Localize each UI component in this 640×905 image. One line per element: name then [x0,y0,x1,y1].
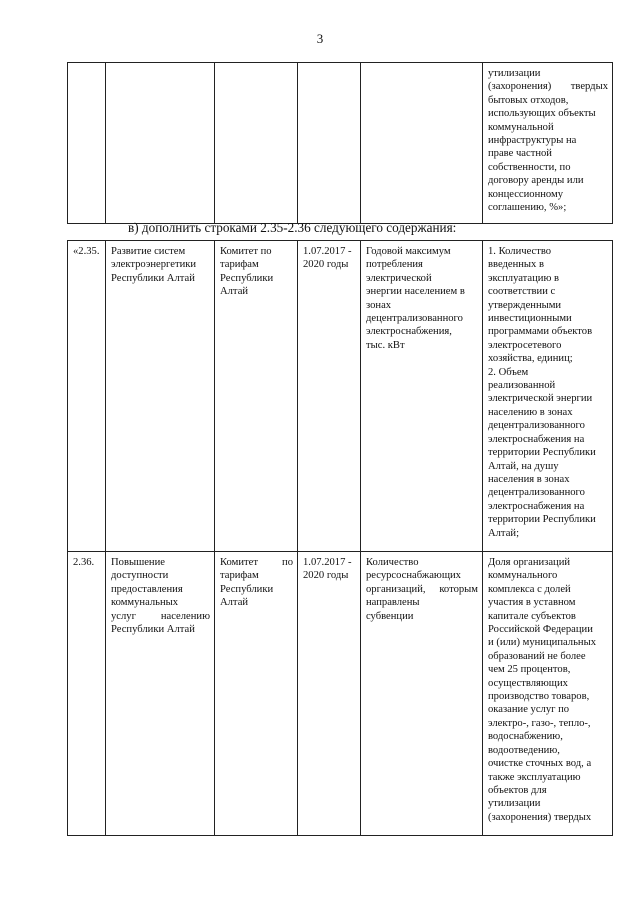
result-line: соответствии с [488,286,556,298]
result-line: 1. Количество [488,246,552,257]
result-line: децентрализованного [488,420,585,432]
cell-num: «2.35. [68,241,106,552]
indicator-line: электрической [366,272,432,284]
cell-indicator [361,552,483,836]
result-line: инвестиционными [488,313,572,325]
result-line: территории Республики [488,514,596,526]
insertion-text: в) дополнить строками 2.35-2.36 следующего содержания: [128,220,457,235]
result-line: участия в уставном [488,597,576,609]
result-line: введенных в [488,259,544,271]
name-line: доступности [111,570,169,582]
result-line: и (или) муниципальных [488,637,596,649]
result-line: утвержденными [488,299,562,311]
executor-line: Комитет по [220,246,272,257]
result-line: электроснабжения на [488,433,585,445]
cell-period [298,63,361,224]
result-line: электро-, газо-, тепло-, [488,717,591,729]
name-line: услуг населению [111,610,210,622]
page-number: 3 [316,31,324,46]
result-line: также эксплуатацию [488,771,581,783]
cell-indicator [361,63,483,224]
indicator-line: Количество [366,557,419,568]
indicator-line: тыс. кВт [366,339,405,351]
indicator-line: направлены [366,597,420,609]
indicator-line: организаций, которым [366,583,478,595]
period-line: 1.07.2017 - [303,557,352,568]
indicator-line: зонах [366,299,392,311]
result-line: использующих объекты [488,108,596,120]
name-line: предоставления [111,583,183,595]
period-line: 2020 годы [303,259,349,271]
result-line: электросетевого [488,339,562,351]
result-line: объектов для [488,784,547,796]
result-line: осуществляющих [488,677,568,689]
result-line: договору аренды или [488,175,584,187]
result-line: Алтай; [488,527,520,539]
name-line: электроэнергетики [111,259,197,271]
result-line: комплекса с долей [488,583,571,595]
name-line: Развитие систем [111,246,186,257]
result-line: производство товаров, [488,691,590,703]
period-line: 2020 годы [303,570,349,582]
cell-name [106,552,215,836]
cell-indicator [361,241,483,552]
executor-line: Республики [220,272,274,284]
result-line: программами объектов [488,326,593,338]
result-line: (захоронения) твердых [488,81,608,93]
result-line: утилизации [488,798,541,810]
result-line: Алтай, на душу [488,460,559,472]
indicator-line: потребления [366,259,423,271]
result-line: инфраструктуры на [488,135,577,147]
result-line: населению в зонах [488,406,573,418]
cell-period [298,552,361,836]
result-line: бытовых отходов, [488,94,569,106]
main-table [67,240,613,836]
indicator-line: децентрализованного [366,313,463,325]
result-line: Российской Федерации [488,624,593,636]
result-line: праве частной [488,148,552,160]
result-line: собственности, по [488,161,571,173]
result-line: соглашению, %»; [488,202,567,214]
result-line: очистке сточных вод, а [488,758,592,770]
result-line: водоснабжению, [488,731,563,743]
executor-line: Комитет по [220,557,293,568]
result-line: коммунального [488,570,558,582]
indicator-line: электроснабжения, [366,326,452,338]
result-line: Доля организаций [488,557,571,568]
cell-name [106,241,215,552]
result-line: электроснабжения на [488,500,585,512]
result-line: чем 25 процентов, [488,664,571,676]
executor-line: Алтай [220,286,249,298]
result-line: реализованной [488,380,556,392]
result-line: (захоронения) твердых [488,811,592,823]
executor-line: тарифам [220,259,259,271]
result-line: хозяйства, единиц; [488,353,573,365]
executor-line: Алтай [220,597,249,609]
name-line: Республики Алтай [111,624,195,636]
executor-line: тарифам [220,570,259,582]
cell-executor [215,241,298,552]
result-line: коммунальной [488,121,554,133]
continued-table [67,62,613,224]
result-line: оказание услуг по [488,704,570,716]
cell-num: 2.36. [68,552,106,836]
cell-result [483,63,613,224]
result-line: утилизации [488,68,541,79]
cell-num [68,63,106,224]
result-line: территории Республики [488,447,596,459]
cell-executor [215,552,298,836]
indicator-line: субвенции [366,610,414,622]
period-line: 1.07.2017 - [303,246,352,257]
result-line: водоотведению, [488,744,560,756]
indicator-line: энергии населением в [366,286,465,298]
result-line: капитале субъектов [488,610,576,622]
result-line: эксплуатацию в [488,272,560,284]
name-line: Повышение [111,557,165,568]
table-row [68,63,613,224]
cell-period [298,241,361,552]
executor-line: Республики [220,583,274,595]
result-line: децентрализованного [488,487,585,499]
result-line: населения в зонах [488,473,570,485]
indicator-line: Годовой максимум [366,246,451,257]
cell-name [106,63,215,224]
cell-result [483,241,613,552]
result-line: 2. Объем [488,366,529,378]
name-line: коммунальных [111,597,179,609]
table-row [68,552,613,836]
indicator-line: ресурсоснабжающих [366,570,461,582]
result-line: электрической энергии [488,393,593,405]
result-line: образований не более [488,650,586,662]
cell-result [483,552,613,836]
cell-executor [215,63,298,224]
result-line: концессионному [488,188,564,200]
table-row [68,241,613,552]
name-line: Республики Алтай [111,272,195,284]
